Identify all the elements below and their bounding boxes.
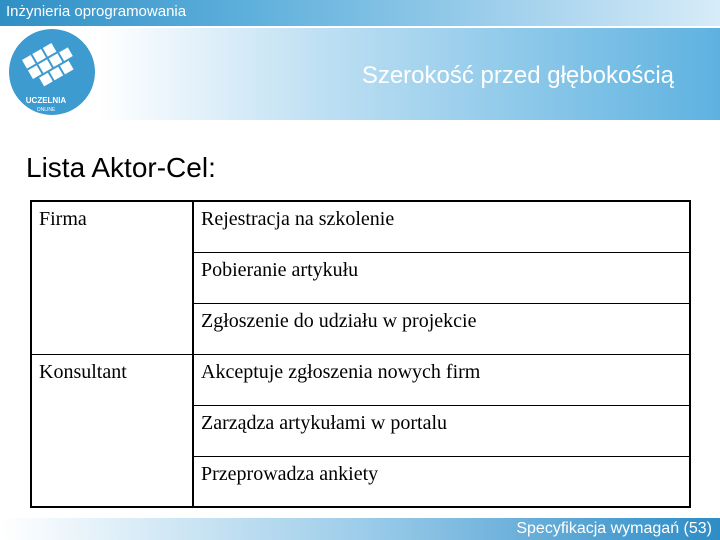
section-heading: Lista Aktor-Cel:: [26, 152, 216, 183]
actor-cell: [31, 303, 193, 354]
goal-cell: Rejestracja na szkolenie: [193, 201, 690, 252]
top-bar: [0, 0, 720, 26]
table-row: [31, 201, 690, 252]
course-title: Inżynieria oprogramowania: [6, 3, 187, 20]
actor-cell: [31, 405, 193, 456]
table-row: [31, 354, 690, 405]
actor-goal-table: [30, 200, 691, 508]
table-row: [31, 303, 690, 354]
goal-cell: Pobieranie artykułu: [193, 252, 690, 303]
table-row: [31, 252, 690, 303]
goal-cell: Zgłoszenie do udziału w projekcie: [193, 303, 690, 354]
actor-cell: [31, 456, 193, 507]
slide-title: Szerokość przed głębokością: [361, 62, 674, 89]
footer-text: Specyfikacja wymagań (53): [516, 520, 712, 537]
actor-cell: Firma: [31, 201, 193, 252]
header-band: [100, 28, 720, 120]
actor-cell: [31, 252, 193, 303]
goal-cell: Akceptuje zgłoszenia nowych firm: [193, 354, 690, 405]
table-row: [31, 405, 690, 456]
logo-text: UCZELNIA: [25, 96, 67, 105]
goal-cell: Przeprowadza ankiety: [201, 462, 379, 485]
bottom-bar: [0, 518, 720, 540]
goal-cell: Zarządza artykułami w portalu: [193, 405, 690, 456]
table-row: [31, 456, 690, 507]
logo-subtext: ONLINE: [36, 107, 56, 113]
actor-cell: Konsultant: [31, 354, 193, 405]
